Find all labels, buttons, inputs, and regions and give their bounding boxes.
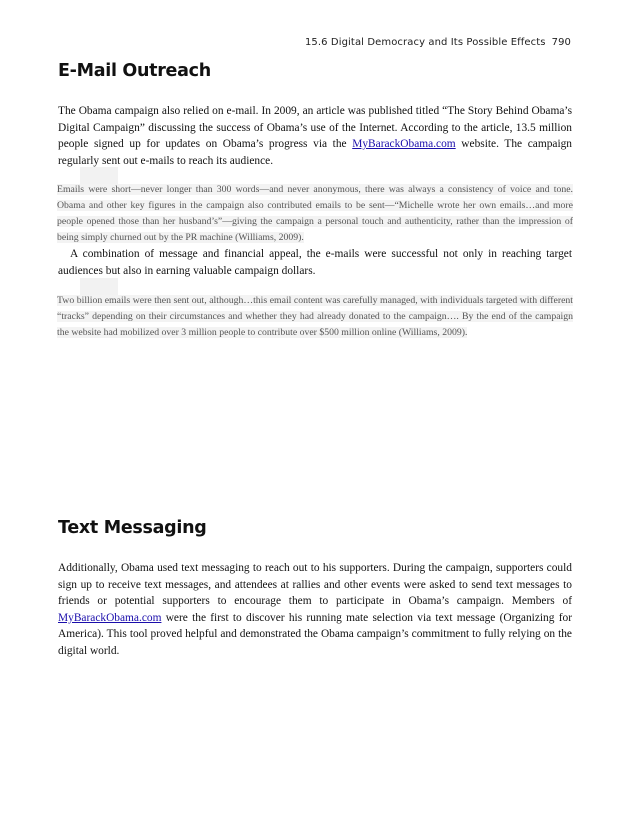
email-blockquote-1 xyxy=(57,182,573,246)
email-paragraph-2: A combination of message and financial appeal, the e-mails were successful not only in reaching target audiences but also in earning valuable campaign dollars. xyxy=(58,248,572,277)
email-paragraph-1-text-a: The Obama campaign also relied on e-mail. In 2009, an article was published titled “The Story Behind Obama’s Digital Campaign” discussing the success of Obama’s use of the Internet. According to the article, 13.5 million people signed up for updates on Obama’s progress via the xyxy=(58,105,572,151)
mybarackobama-link[interactable]: MyBarackObama.com xyxy=(352,138,456,151)
mybarackobama-link[interactable]: MyBarackObama.com xyxy=(58,611,162,624)
page-number: 790 xyxy=(551,37,571,48)
running-header xyxy=(305,37,571,48)
text-messaging-paragraph xyxy=(58,560,572,660)
email-blockquote-1-text: Emails were short—never longer than 300 words—and never anonymous, there was always a consistency of voice and tone. Obama and other key figures in the campaign also contributed emails to be sent—“Michelle wrote her own emails…and more people opened those than her husband’s”—giving the campaign a personal touch and authenticity, rather than the impression of being simply churned out by the PR machine (Williams, 2009). xyxy=(57,184,573,243)
email-blockquote-2 xyxy=(57,293,573,341)
email-outreach-heading: E-Mail Outreach xyxy=(58,61,211,81)
email-blockquote-2-text: Two billion emails were then sent out, although…this email content was carefully managed, with individuals targeted with different “tracks” depending on their circumstances and whether they had already donated to the campaign…. By the end of the campaign the website had mobilized over 3 million people to contribute over $500 million online (Williams, 2009). xyxy=(57,295,573,338)
text-messaging-text-a: Additionally, Obama used text messaging to reach out to his supporters. During the campaign, supporters could sign up to receive text messages, and attendees at rallies and other events were asked to send text messages to friends or potential supporters to encourage them to participate in Obama’s campaign. Members of xyxy=(58,562,572,608)
text-messaging-heading: Text Messaging xyxy=(58,518,207,538)
text-messaging-text-b: were the first to discover his running mate selection via text message (Organizing for America). This tool proved helpful and demonstrated the Obama campaign’s commitment to fully relying on the digital world. xyxy=(58,611,572,657)
email-paragraph-1 xyxy=(58,103,572,169)
section-title: 15.6 Digital Democracy and Its Possible Effects xyxy=(304,37,546,48)
email-paragraph-1-text-b: website. The campaign regularly sent out e-mails to reach its audience. xyxy=(58,138,572,167)
